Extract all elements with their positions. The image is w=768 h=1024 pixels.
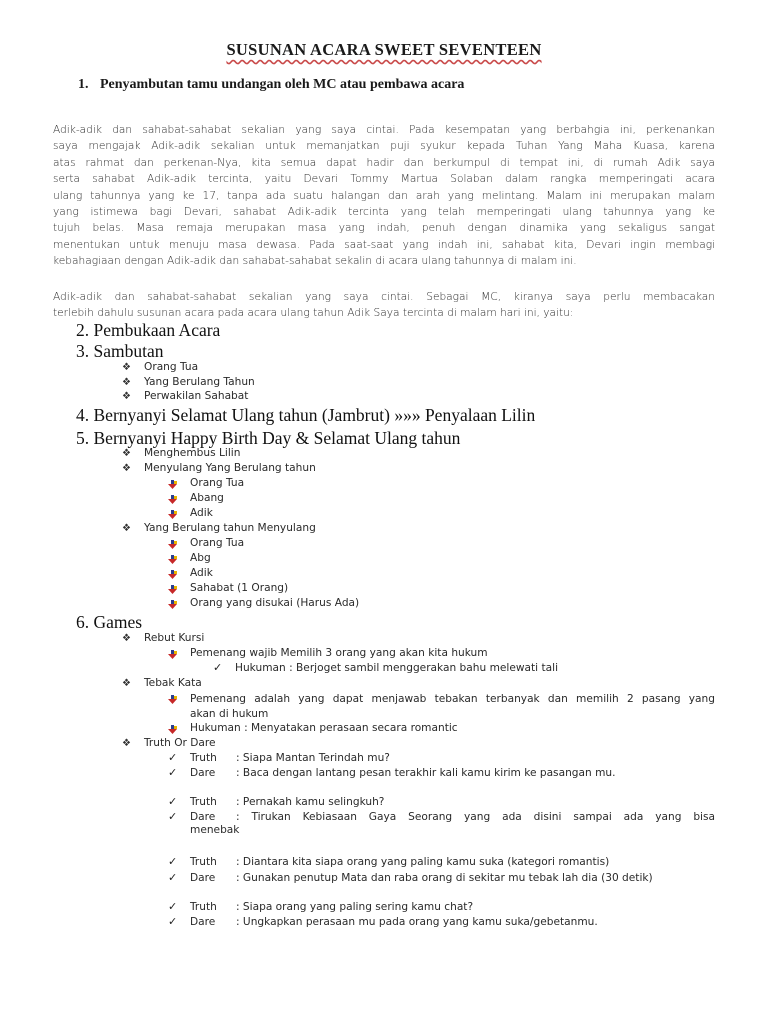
section-sambutan: 3. Sambutan (76, 341, 164, 361)
checkmark-icon: ✓ (168, 872, 178, 884)
diamond-bullet-icon: ❖ (122, 463, 131, 474)
checkmark-icon: ✓ (168, 767, 178, 779)
item-1-text: Penyambutan tamu undangan oleh MC atau pembawa acara (100, 77, 465, 92)
paragraph-line: tujuh belas. Masa remaja merupakan masa yang indah, penuh dengan dinamika yang sekaligus sangat (53, 222, 715, 235)
diamond-bullet-icon: ❖ (122, 362, 131, 373)
list-item: Orang Tua (190, 477, 245, 489)
arrow-bullet-icon (168, 540, 178, 549)
tod-key: Truth (190, 796, 217, 808)
list-item: Orang yang disukai (Harus Ada) (190, 597, 360, 609)
paragraph-line: atas rahmat dan perkenan-Nya, kita semua dapat hadir dan berkumpul di tempat ini, di rumah Adik saya (53, 156, 715, 169)
list-item: Pemenang wajib Memilih 3 orang yang akan kita hukum (190, 647, 488, 659)
tod-value: : Pernakah kamu selingkuh? (236, 796, 385, 808)
diamond-bullet-icon: ❖ (122, 738, 131, 749)
tod-value: : Tirukan Kebiasaan Gaya Seorang yang ada disini sampai ada yang bisa (236, 811, 715, 823)
game-tebak-kata: Tebak Kata (144, 677, 202, 689)
arrow-bullet-icon (168, 695, 178, 704)
checkmark-icon: ✓ (168, 752, 178, 764)
list-item: Perwakilan Sahabat (144, 390, 249, 402)
tod-item (190, 811, 715, 836)
list-item-line: Pemenang adalah yang dapat menjawab tebakan terbanyak dan memilih 2 pasang yang (190, 693, 715, 705)
tod-item (190, 901, 473, 913)
checkmark-icon: ✓ (168, 856, 178, 868)
tod-key: Truth (190, 752, 217, 764)
tod-item (190, 916, 598, 928)
tod-value: : Siapa Mantan Terindah mu? (236, 752, 390, 764)
game-rebut-kursi: Rebut Kursi (144, 632, 205, 644)
list-item: Adik (190, 507, 213, 519)
tod-value: : Gunakan penutup Mata dan raba orang di sekitar mu tebak lah dia (30 detik) (236, 872, 653, 884)
mc-paragraph (53, 289, 715, 322)
arrow-bullet-icon (168, 480, 178, 489)
tod-item (190, 856, 609, 868)
section-pembukaan: 2. Pembukaan Acara (76, 320, 221, 340)
tod-value-continued: menebak (190, 824, 240, 836)
tod-item (190, 872, 653, 884)
list-item: Sahabat (1 Orang) (190, 582, 289, 594)
list-item: Orang Tua (190, 537, 245, 549)
list-item: Hukuman : Menyatakan perasaan secara romantic (190, 722, 458, 734)
list-item: Adik (190, 567, 213, 579)
item-1-number: 1. (78, 77, 89, 92)
arrow-bullet-icon (168, 725, 178, 734)
list-item: Yang Berulang Tahun (144, 376, 255, 388)
paragraph-line: menentukan untuk menuju masa dewasa. Pada saat-saat yang indah ini, sahabat kita, Devari ingin membagi (53, 238, 715, 251)
diamond-bullet-icon: ❖ (122, 678, 131, 689)
tod-key: Truth (190, 901, 217, 913)
diamond-bullet-icon: ❖ (122, 633, 131, 644)
list-item: Yang Berulang tahun Menyulang (144, 522, 316, 534)
arrow-bullet-icon (168, 495, 178, 504)
tod-key: Dare (190, 872, 216, 884)
arrow-bullet-icon (168, 600, 178, 609)
section-games: 6. Games (76, 612, 143, 632)
game-truth-or-dare: Truth Or Dare (144, 737, 216, 749)
tod-key: Dare (190, 811, 216, 823)
arrow-bullet-icon (168, 555, 178, 564)
section-happy-birthday: 5. Bernyanyi Happy Birth Day & Selamat Ulang tahun (76, 428, 461, 448)
list-item: Abg (190, 552, 211, 564)
arrow-bullet-icon (168, 585, 178, 594)
list-item: Hukuman : Berjoget sambil menggerakan bahu melewati tali (235, 662, 559, 674)
tod-key: Dare (190, 767, 216, 779)
paragraph-line: kebahagiaan dengan Adik-adik dan sahabat-sahabat sekalin di acara ulang tahunnya di malam ini. (53, 255, 577, 268)
diamond-bullet-icon: ❖ (122, 391, 131, 402)
item-1 (78, 77, 464, 93)
paragraph-line: ulang tahunnya yang ke 17, tanpa ada suatu halangan dan arah yang melintang. Malam ini merupakan malam (53, 189, 715, 202)
diamond-bullet-icon: ❖ (122, 448, 131, 459)
tod-value: : Ungkapkan perasaan mu pada orang yang kamu suka/gebetanmu. (236, 916, 598, 928)
list-item: Orang Tua (144, 361, 199, 373)
list-item-wrapped (190, 692, 715, 722)
paragraph-line: yang istimewa bagi Devari, sahabat Adik-adik tercinta yang telah memperingati ulang tahunnya yang ke (53, 205, 715, 218)
tod-value: : Diantara kita siapa orang yang paling kamu suka (kategori romantis) (236, 856, 610, 868)
diamond-bullet-icon: ❖ (122, 377, 131, 388)
arrow-bullet-icon (168, 510, 178, 519)
checkmark-icon: ✓ (168, 916, 178, 928)
checkmark-icon: ✓ (168, 811, 178, 823)
checkmark-icon: ✓ (168, 901, 178, 913)
intro-paragraph (53, 122, 715, 270)
tod-value: : Baca dengan lantang pesan terakhir kali kamu kirim ke pasangan mu. (236, 767, 616, 779)
paragraph-line: Adik-adik dan sahabat-sahabat sekalian yang saya cintai. Sebagai MC, kiranya saya perlu membacakan (53, 291, 715, 303)
checkmark-icon: ✓ (168, 796, 178, 808)
tod-item (190, 767, 616, 779)
arrow-bullet-icon (168, 570, 178, 579)
paragraph-line: terlebih dahulu susunan acara pada acara ulang tahun Adik Saya tercinta di malam hari ini, yaitu: (53, 307, 574, 320)
list-item: Menghembus Lilin (144, 447, 241, 459)
paragraph-line: Adik-adik dan sahabat-sahabat sekalian yang saya cintai. Pada kesempatan yang berbahgia ini, perkenankan (53, 124, 715, 136)
list-item-line: akan di hukum (190, 708, 269, 720)
tod-item (190, 752, 390, 764)
page-title: SUSUNAN ACARA SWEET SEVENTEEN (226, 40, 542, 59)
tod-key: Dare (190, 916, 216, 928)
list-item: Abang (190, 492, 224, 504)
section-bernyanyi-jambrut: 4. Bernyanyi Selamat Ulang tahun (Jambrut) »»» Penyalaan Lilin (76, 405, 536, 425)
tod-item (190, 796, 384, 808)
arrow-bullet-icon (168, 650, 178, 659)
tod-key: Truth (190, 856, 217, 868)
tod-value: : Siapa orang yang paling sering kamu chat? (236, 901, 474, 913)
diamond-bullet-icon: ❖ (122, 523, 131, 534)
paragraph-line: saya mengajak Adik-adik sekalian untuk memanjatkan puji syukur kepada Tuhan Yang Maha Kuasa, karena (53, 140, 715, 153)
list-item: Menyulang Yang Berulang tahun (144, 462, 316, 474)
checkmark-icon: ✓ (213, 662, 223, 674)
paragraph-line: serta sahabat Adik-adik tercinta, yaitu Devari Tommy Martua Solaban dalam rangka memperingati acara (53, 173, 715, 186)
